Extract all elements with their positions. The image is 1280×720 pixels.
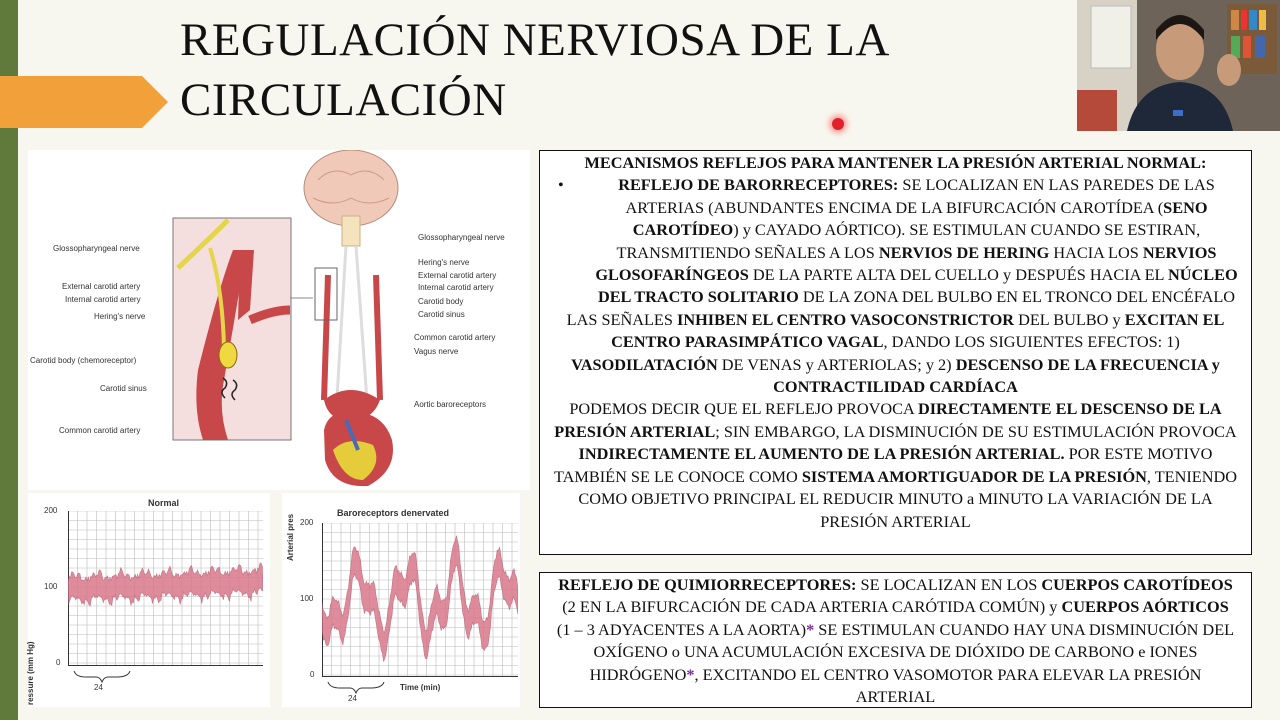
webcam-overlay (1077, 0, 1280, 131)
graph-denervated-xlabel: Time (min) (400, 683, 441, 692)
bold-text-run: CUERPOS AÓRTICOS (1061, 597, 1229, 617)
title-line-1: REGULACIÓN NERVIOSA DE LA (180, 14, 890, 66)
pressure-trace (322, 536, 518, 662)
chemoreceptor-paragraph (540, 573, 1251, 708)
text-run: (2 EN LA BIFURCACIÓN DE CADA ARTERIA CARÓTIDA COMÚN) y (562, 597, 1062, 617)
graph-normal-title: Normal (148, 498, 180, 508)
bold-text-run: NÚCLEO DEL TRACTO SOLITARIO (597, 265, 1238, 307)
graph-normal-ytick-100: 100 (44, 582, 58, 591)
bold-text-run: REFLEJO DE QUIMIORRECEPTORES: (558, 575, 857, 594)
graph-denervated-xtick: 24 (348, 694, 357, 703)
label-carotid-sinus: Carotid sinus (100, 384, 147, 393)
label-carotid-body-chemoreceptor: Carotid body (chemoreceptor) (30, 356, 137, 365)
graph-normal-ytick-0: 0 (56, 658, 61, 667)
label-external-carotid-right: External carotid artery (418, 271, 497, 280)
label-carotid-sinus-right: Carotid sinus (418, 310, 465, 319)
graph-denervated (282, 493, 520, 707)
bold-text-run: INHIBEN EL CENTRO VASOCONSTRICTOR (677, 309, 1015, 329)
graph-denervated-ylabel: Arterial pres (286, 513, 295, 561)
graph-normal (28, 493, 270, 707)
chemoreceptor-reflex-textbox (539, 572, 1252, 708)
bold-text-run: CUERPOS CAROTÍDEOS (1041, 575, 1233, 594)
text-run: DE LA PARTE ALTA DEL CUELLO y DESPUÉS HACIA EL (748, 265, 1168, 285)
graph-normal-plot (68, 511, 263, 666)
label-aortic-baroreceptors: Aortic baroreceptors (414, 400, 487, 409)
orange-arrow-shape (0, 76, 168, 128)
bold-text-run: NERVIOS GLOSOFARÍNGEOS (595, 242, 1217, 285)
graph-denervated-ytick-100: 100 (300, 594, 314, 603)
text-run: , TENIENDO COMO OBJETIVO PRINCIPAL EL REDUCIR MINUTO a MINUTO LA VARIACIÓN DE LA PRESIÓN ARTERIAL (578, 466, 1238, 531)
graph-denervated-ytick-0: 0 (310, 670, 315, 679)
laser-pointer (832, 118, 844, 130)
bold-text-run: EXCITAN EL CENTRO PARASIMPÁTICO VAGAL (611, 309, 1225, 352)
text-run: , DANDO LOS SIGUIENTES EFECTOS: 1) (883, 332, 1180, 352)
text-run: DEL BULBO y (1014, 309, 1125, 329)
label-glossopharyngeal-nerve-right: Glossopharyngeal nerve (418, 233, 505, 242)
bold-text-run: DIRECTAMENTE EL DESCENSO DE LA PRESIÓN ARTERIAL (554, 399, 1222, 441)
baroreceptor-anatomy-figure (28, 150, 530, 490)
mechanisms-heading: MECANISMOS REFLEJOS PARA MANTENER LA PRESIÓN ARTERIAL NORMAL: (584, 153, 1207, 172)
label-internal-carotid-right: Internal carotid artery (418, 283, 494, 292)
label-herings-nerve: Hering's nerve (94, 312, 146, 321)
baroreceptor-paragraph (586, 174, 1247, 308)
text-run: LAS SEÑALES (566, 309, 677, 329)
label-internal-carotid-artery: Internal carotid artery (65, 295, 141, 304)
text-run: SE LOCALIZAN EN LOS (856, 575, 1042, 594)
bold-text-run: SENO CAROTÍDEO (632, 197, 1208, 240)
text-run: ; SIN EMBARGO, LA DISMINUCIÓN DE SU ESTIMULACIÓN PROVOCA (715, 421, 1237, 441)
bold-text-run: REFLEJO DE BARORRECEPTORES: (618, 175, 899, 195)
reflex-effect-paragraph (540, 398, 1251, 532)
text-run: ) y CAYADO AÓRTICO). SE ESTIMULAN CUANDO SE ESTIRAN, TRANSMITIENDO SEÑALES A LOS (616, 220, 1201, 262)
text-run: HACIA LOS (1049, 242, 1143, 262)
bullet-item (540, 174, 1251, 308)
label-vagus-nerve: Vagus nerve (414, 347, 459, 356)
label-herings-nerve-right: Hering's nerve (418, 258, 470, 267)
graph-normal-xtick: 24 (94, 683, 103, 692)
text-run: SE LOCALIZAN EN LAS PAREDES DE LAS ARTERIAS (ABUNDANTES ENCIMA DE LA BIFURCACIÓN CAROTÍDEA ( (625, 175, 1215, 217)
bold-text-run: SISTEMA AMORTIGUADOR DE LA PRESIÓN (801, 466, 1147, 486)
text-run: PODEMOS DECIR QUE EL REFLEJO PROVOCA (569, 399, 918, 419)
text-run: DE LA ZONA DEL BULBO EN EL TRONCO DEL ENCÉFALO (798, 287, 1236, 307)
label-external-carotid-artery: External carotid artery (62, 282, 141, 291)
bold-text-run: DESCENSO DE LA FRECUENCIA y CONTRACTILIDAD CARDÍACA (773, 354, 1220, 397)
text-run: , EXCITANDO EL CENTRO VASOMOTOR PARA ELEVAR LA PRESIÓN ARTERIAL (694, 664, 1202, 707)
pressure-trace (68, 563, 263, 606)
asterisk-mark: * (806, 619, 815, 639)
text-run: DE VENAS y ARTERIOLAS; y 2) (717, 354, 956, 374)
signals-paragraph (540, 309, 1251, 399)
title-line-2: CIRCULACIÓN (180, 74, 507, 126)
graph-normal-brace (72, 669, 132, 683)
asterisk-mark: * (686, 664, 695, 684)
bold-text-run: NERVIOS DE HERING (878, 242, 1050, 262)
text-run: POR ESTE MOTIVO TAMBIÉN SE LE CONOCE COMO (553, 444, 1213, 486)
graph-denervated-title: Baroreceptors denervated (337, 508, 450, 518)
bold-text-run: INDIRECTAMENTE EL AUMENTO DE LA PRESIÓN ARTERIAL. (578, 444, 1065, 464)
graph-normal-ylabel: ressure (mm Hg) (26, 641, 35, 705)
label-glossopharyngeal-nerve: Glossopharyngeal nerve (53, 244, 140, 253)
slide-title (180, 10, 1040, 130)
graph-denervated-ytick-200: 200 (300, 518, 314, 527)
text-run: SE ESTIMULAN CUANDO HAY UNA DISMINUCIÓN DEL OXÍGENO o UNA ACUMULACIÓN EXCESIVA DE DIÓXIDO DE CARBONO e IONES HIDRÓGENO (589, 619, 1235, 684)
label-carotid-body-right: Carotid body (418, 297, 464, 306)
baroreceptor-reflex-textbox (539, 150, 1252, 555)
graph-normal-ytick-200: 200 (44, 506, 58, 515)
bold-text-run: VASODILATACIÓN (571, 354, 718, 374)
graph-denervated-brace (326, 680, 386, 694)
label-common-carotid-artery: Common carotid artery (59, 426, 141, 435)
bullet-symbol: • (558, 175, 564, 195)
graph-denervated-plot (322, 523, 518, 677)
label-common-carotid-right: Common carotid artery (414, 333, 496, 342)
text-run: (1 – 3 ADYACENTES A LA AORTA) (556, 619, 807, 639)
